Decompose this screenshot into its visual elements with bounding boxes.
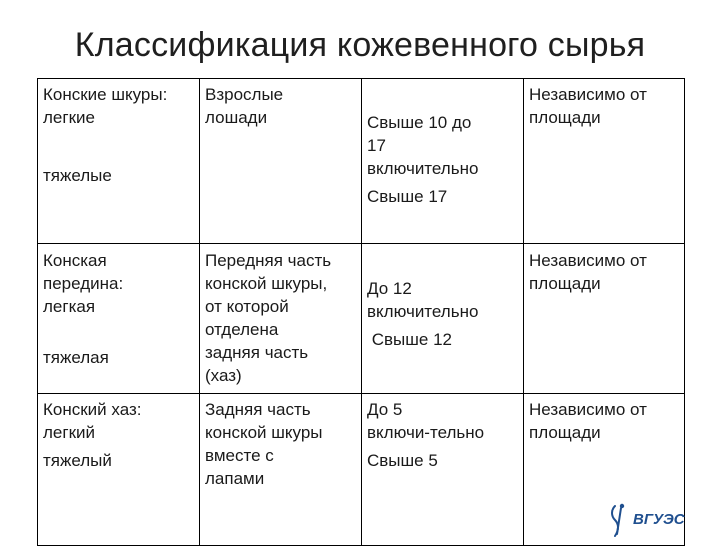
row1-type-heavy: тяжелые — [43, 166, 112, 185]
row3-description-line: Задняя часть — [205, 400, 311, 419]
row2-description-line: (хаз) — [205, 366, 242, 385]
row1-note-line: площади — [529, 108, 601, 127]
row3-type-cell — [43, 398, 142, 472]
row3-area-line: включи-тельно — [367, 423, 485, 442]
row3-description-line: лапами — [205, 469, 265, 488]
row3-note-cell — [529, 398, 647, 444]
row3-description-cell — [205, 398, 323, 490]
column-divider — [523, 79, 524, 545]
row2-type-light: легкая — [43, 297, 96, 316]
row2-area-line: включительно — [367, 302, 479, 321]
row1-description-line: Взрослые — [205, 85, 284, 104]
row1-note-line: Независимо от — [529, 85, 647, 104]
row2-type-heading: Конская — [43, 251, 107, 270]
row1-area-line: Свыше 17 — [367, 187, 448, 206]
row3-note-line: площади — [529, 423, 601, 442]
row3-note-line: Независимо от — [529, 400, 647, 419]
row2-note-line: площади — [529, 274, 601, 293]
row3-area-cell — [367, 398, 484, 472]
row2-description-line: задняя часть — [205, 343, 309, 362]
row3-type-heavy: тяжелый — [43, 451, 112, 470]
row1-description-line: лошади — [205, 108, 268, 127]
row3-area-line: Свыше 5 — [367, 451, 438, 470]
row2-description-cell — [205, 249, 331, 387]
row3-type-light: легкий — [43, 423, 96, 442]
row-divider — [38, 393, 684, 394]
row2-description-line: Передняя часть — [205, 251, 332, 270]
row1-type-heading: Конские шкуры: — [43, 85, 168, 104]
row2-area-line: До 12 — [367, 279, 412, 298]
page-title: Классификация кожевенного сырья — [74, 26, 646, 64]
row1-type-light: легкие — [43, 108, 95, 127]
row2-area-line: Свыше 12 — [367, 330, 452, 349]
row2-note-line: Независимо от — [529, 251, 647, 270]
row3-area-line: До 5 — [367, 400, 403, 419]
row-divider — [38, 243, 684, 244]
logo-wordmark: ВГУЭС — [633, 511, 685, 528]
logo-dot — [620, 504, 624, 508]
row2-description-line: от которой — [205, 297, 289, 316]
row2-type-heavy: тяжелая — [43, 348, 109, 367]
row3-description-line: вместе с — [205, 446, 274, 465]
row2-note-cell — [529, 249, 647, 295]
row3-type-heading: Конский хаз: — [43, 400, 142, 419]
row2-description-line: конской шкуры, — [205, 274, 328, 293]
row1-area-line: Свыше 10 до — [367, 113, 472, 132]
row2-type-heading: передина: — [43, 274, 124, 293]
row3-description-line: конской шкуры — [205, 423, 323, 442]
row1-note-cell — [529, 83, 647, 129]
classification-table — [37, 78, 685, 546]
university-logo — [605, 500, 685, 540]
logo-stroke — [617, 508, 621, 534]
row2-type-cell — [43, 249, 123, 369]
row1-area-line: включительно — [367, 159, 479, 178]
logo-mark-icon — [605, 500, 685, 540]
row2-area-cell — [367, 277, 478, 351]
row1-type-cell — [43, 83, 167, 187]
row1-area-cell — [367, 111, 478, 208]
row2-description-line: отделена — [205, 320, 279, 339]
column-divider — [199, 79, 200, 545]
row1-area-line: 17 — [367, 136, 386, 155]
row1-description-cell — [205, 83, 283, 129]
column-divider — [361, 79, 362, 545]
